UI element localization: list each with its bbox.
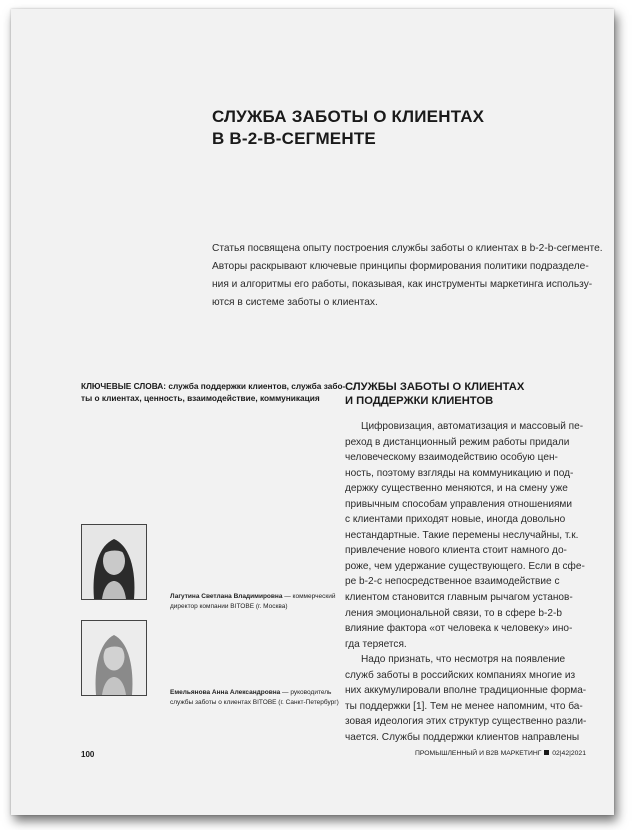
author-photo: [81, 620, 147, 696]
text-line: человеческому взаимодействию особую цен-: [345, 452, 558, 464]
journal-footer: [415, 750, 586, 757]
page-number: 100: [81, 750, 95, 759]
text-line: Цифровизация, автоматизация и массовый пе-: [361, 421, 584, 432]
keywords-label: КЛЮЧЕВЫЕ СЛОВА:: [81, 381, 167, 391]
text-line: привычным способам управления отношениями: [345, 498, 573, 510]
text-line: зовая идеология этих структур существенно разли-: [345, 716, 587, 728]
text-line: ре b-2-c непосредственное взаимодействие с: [345, 576, 560, 588]
text-line: гда теряется.: [345, 638, 407, 650]
text-line: с клиентами приходят новые, иногда довольно: [345, 514, 566, 526]
text-line: чается. Службы поддержки клиентов направлены: [345, 731, 580, 743]
title-line: В B-2-B-СЕГМЕНТЕ: [212, 129, 376, 148]
text-line: ты поддержки [1]. Тем не менее напомним, что ба-: [345, 700, 583, 712]
abstract-line: Статья посвящена опыту построения службы заботы о клиентах в b-2-b-сегменте.: [212, 243, 603, 254]
text-line: держку существенно меняются, и на смену уже: [345, 483, 568, 495]
author-name: Емельянова Анна Александровна: [170, 689, 281, 696]
author-photo: [81, 524, 147, 600]
text-line: роже, чем удержание существующего. Если в сфе-: [345, 560, 585, 572]
article-abstract: [212, 240, 607, 312]
author-role: — коммерческий: [282, 593, 336, 600]
body-text: [345, 419, 605, 745]
keywords-line: служба поддержки клиентов, служба забо-: [168, 381, 346, 391]
keywords-line: ты о клиентах, ценность, взаимодействие, коммуникация: [81, 392, 320, 403]
author-role: директор компании BITOBE (г. Москва): [170, 602, 288, 610]
text-line: служб заботы в российских компаниях многие из: [345, 669, 576, 681]
abstract-line: ния и алгоритмы его работы, показывая, как инструменты маркетинга использу-: [212, 279, 593, 290]
text-line: привлечение нового клиента стоит намного до-: [345, 545, 567, 557]
article-title: [212, 106, 484, 150]
square-icon: [544, 750, 549, 755]
author-role: службы заботы о клиентах BITOBE (г. Санкт-Петербург): [170, 698, 339, 706]
text-line: нестандартные. Такие перемены неслучайны, т.к.: [345, 529, 579, 541]
section-heading: [345, 381, 524, 408]
author-caption: [170, 688, 340, 707]
text-line: Надо признать, что несмотря на появление: [361, 654, 566, 666]
heading-line: СЛУЖБЫ ЗАБОТЫ О КЛИЕНТАХ: [345, 381, 525, 393]
title-line: СЛУЖБА ЗАБОТЫ О КЛИЕНТАХ: [212, 107, 485, 126]
author-role: — руководитель: [280, 689, 332, 696]
issue-number: 02|42|2021: [552, 750, 586, 757]
heading-line: И ПОДДЕРЖКИ КЛИЕНТОВ: [345, 394, 494, 407]
magazine-page: [11, 9, 614, 815]
text-line: них аккумулировали вполне традиционные форма-: [345, 685, 587, 697]
author-name: Лагутина Светлана Владимировна: [170, 593, 283, 600]
keywords-block: [81, 381, 346, 404]
text-line: влияние фактора «от человека к человеку» ино-: [345, 623, 573, 635]
abstract-line: Авторы раскрывают ключевые принципы формирования политики подразделе-: [212, 261, 589, 272]
author-caption: [170, 592, 340, 611]
abstract-line: ются в системе заботы о клиентах.: [212, 297, 378, 308]
text-line: ления эмоциональной связи, то в сфере b-2-b: [345, 607, 562, 619]
text-line: реход в дистанционный режим работы придали: [345, 436, 570, 448]
text-line: ность, поэтому взгляды на коммуникацию и под-: [345, 467, 574, 479]
journal-name: ПРОМЫШЛЕННЫЙ И B2B МАРКЕТИНГ: [415, 750, 542, 757]
text-line: клиентом становится главным рычагом установ-: [345, 592, 573, 604]
